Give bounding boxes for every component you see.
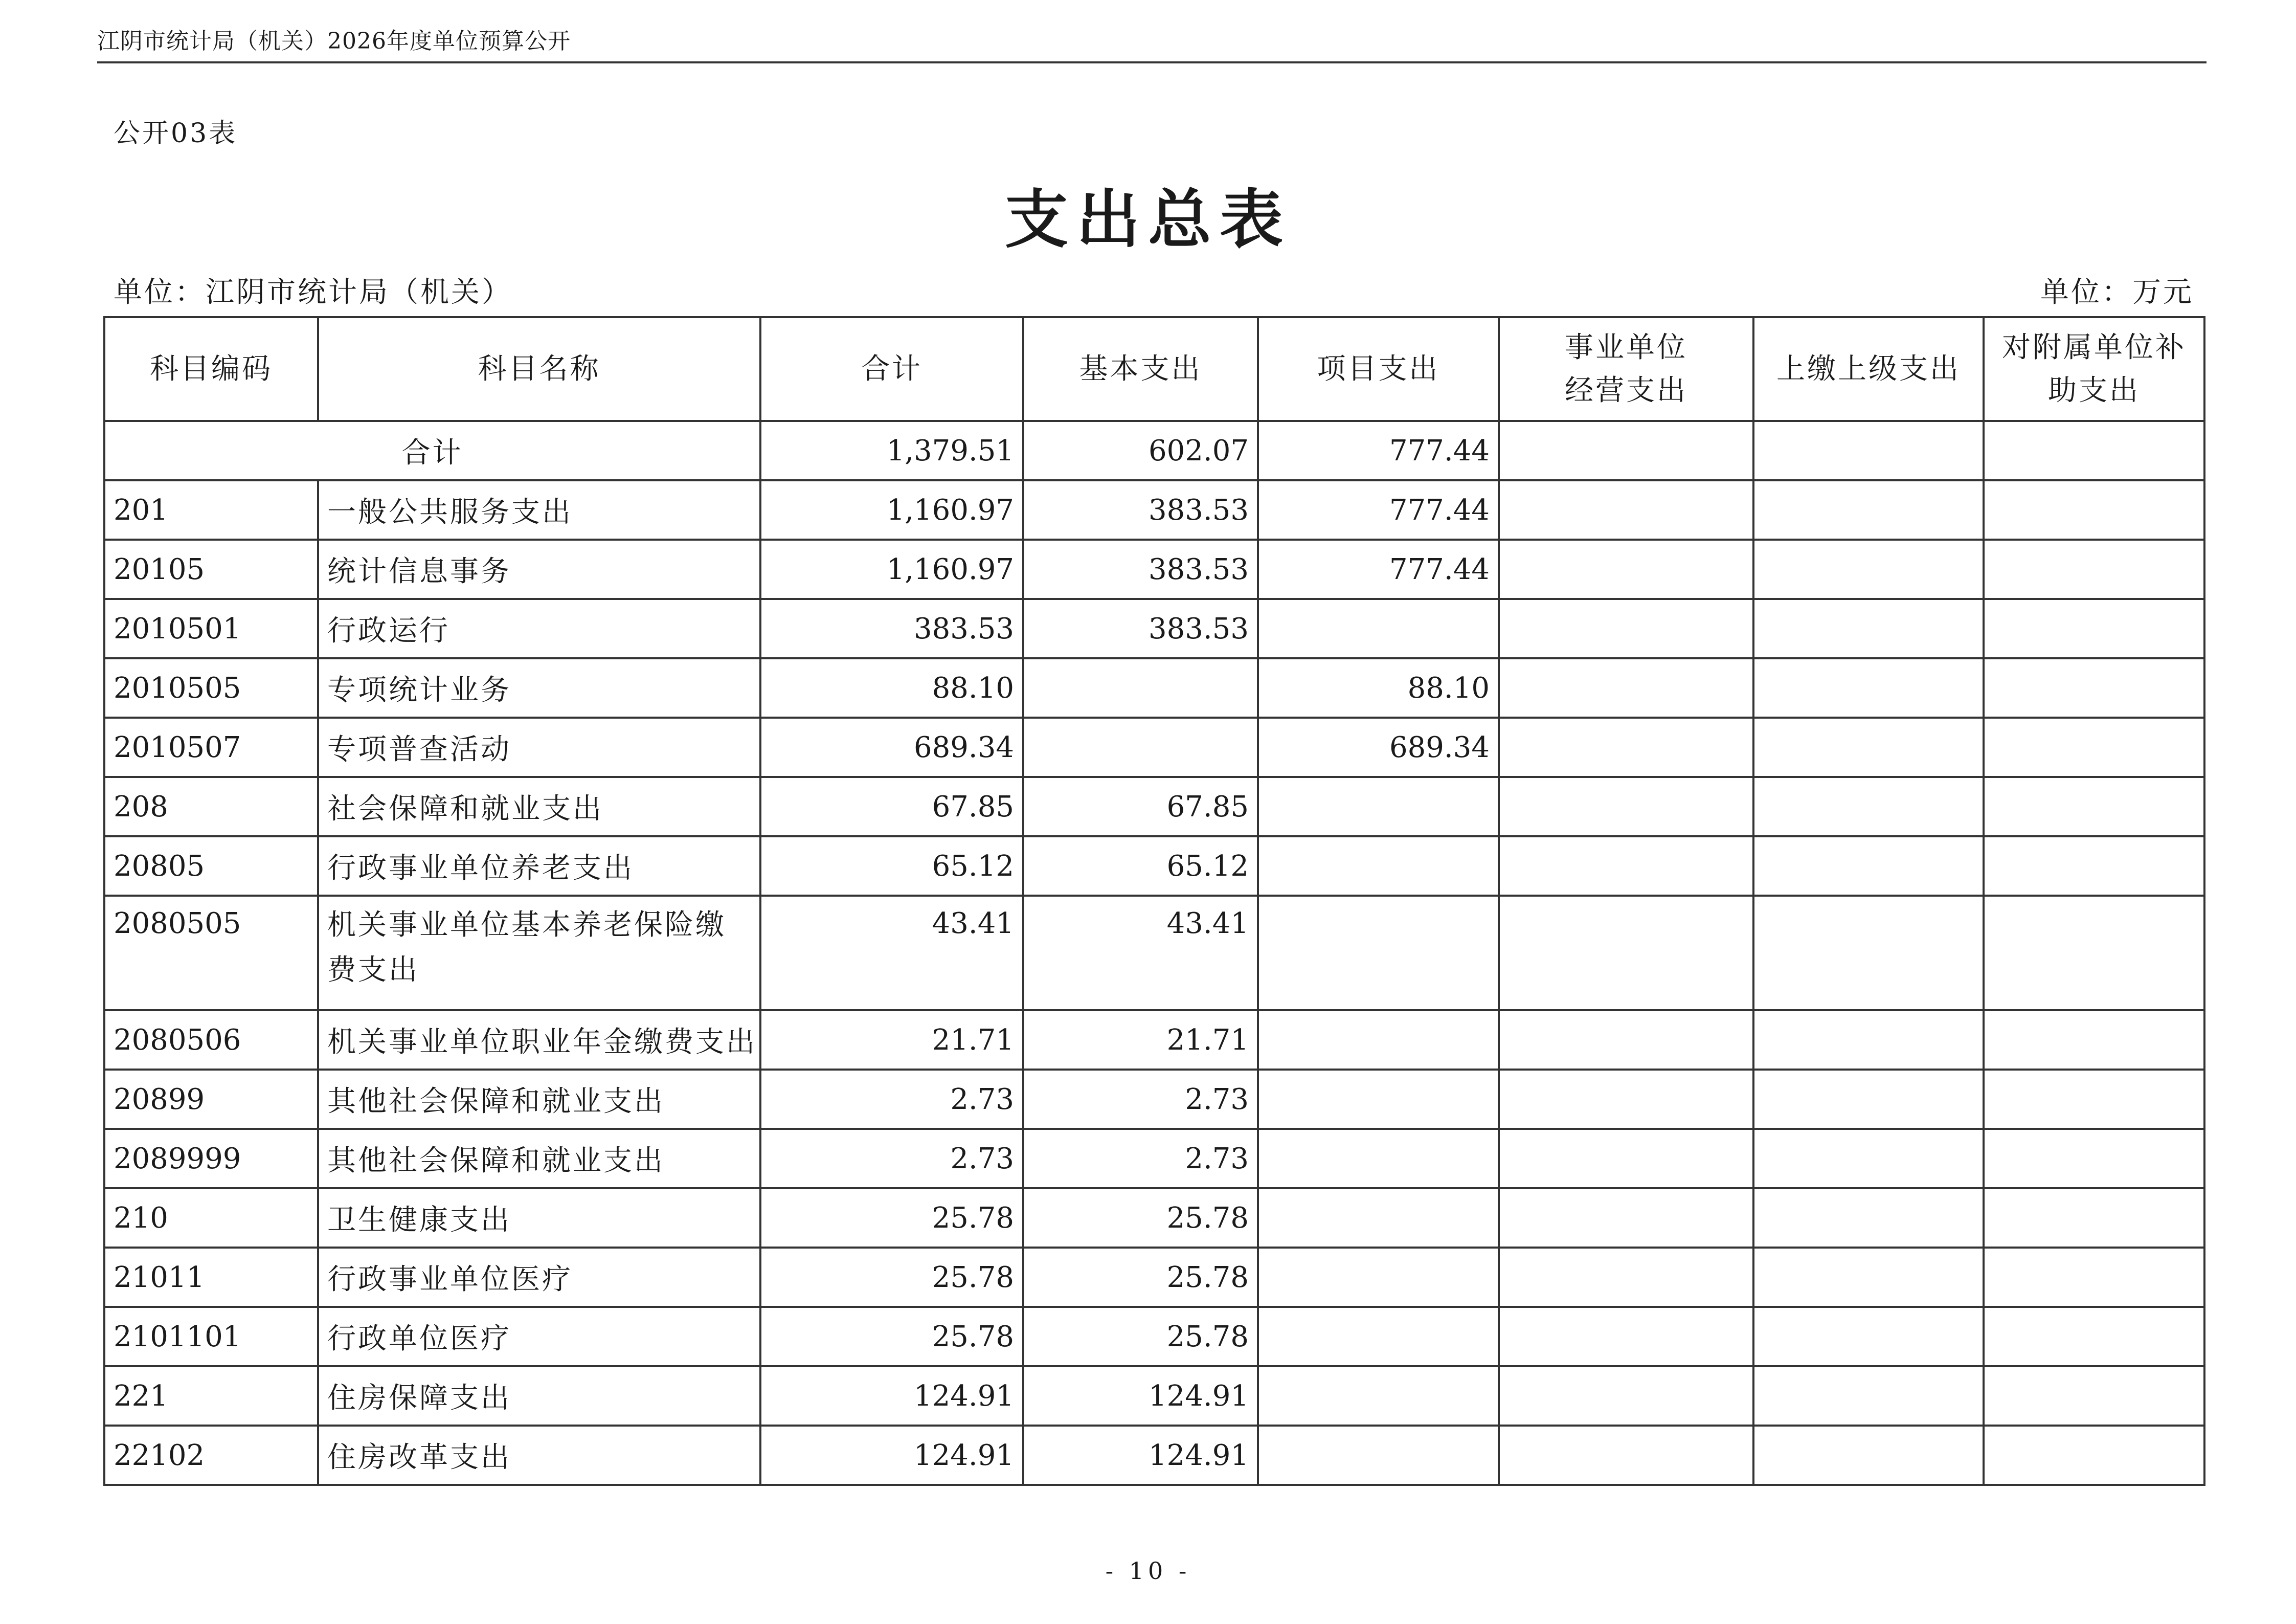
cell-project [1258, 1129, 1499, 1188]
cell-basic: 21.71 [1023, 1010, 1258, 1070]
cell-subsidy [1984, 777, 2204, 836]
cell-upper [1753, 599, 1984, 658]
running-header: 江阴市统计局（机关）2026年度单位预算公开 [97, 28, 571, 54]
header-total: 合计 [760, 317, 1023, 421]
page-number: - 10 - [1105, 1557, 1191, 1585]
cell-operating [1499, 1070, 1753, 1129]
cell-total: 2.73 [760, 1070, 1023, 1129]
cell-operating [1499, 480, 1753, 540]
cell-total: 21.71 [760, 1010, 1023, 1070]
cell-project: 777.44 [1258, 540, 1499, 599]
table-row [104, 896, 2204, 1010]
cell-total: 2.73 [760, 1129, 1023, 1188]
cell-code: 201 [104, 480, 318, 540]
table-row [104, 1129, 2204, 1188]
cell-project [1258, 1426, 1499, 1485]
cell-code: 2089999 [104, 1129, 318, 1188]
cell-name: 住房改革支出 [318, 1426, 760, 1485]
cell-subsidy [1984, 599, 2204, 658]
cell-total: 689.34 [760, 718, 1023, 777]
header-upper: 上缴上级支出 [1753, 317, 1984, 421]
cell-subsidy [1984, 658, 2204, 718]
cell-upper [1753, 718, 1984, 777]
cell-code: 22102 [104, 1426, 318, 1485]
header-code: 科目编码 [104, 317, 318, 421]
total-label: 合计 [104, 421, 760, 480]
unit-organization: 单位：江阴市统计局（机关） [114, 276, 512, 309]
cell-upper [1753, 896, 1984, 1010]
cell-name: 行政运行 [318, 599, 760, 658]
cell-project [1258, 1248, 1499, 1307]
cell-basic: 25.78 [1023, 1248, 1258, 1307]
cell-project [1258, 836, 1499, 896]
table-row [104, 480, 2204, 540]
cell-total: 25.78 [760, 1307, 1023, 1366]
cell-name: 其他社会保障和就业支出 [318, 1070, 760, 1129]
cell-total: 67.85 [760, 777, 1023, 836]
cell-name: 机关事业单位职业年金缴费支出 [318, 1010, 760, 1070]
table-row [104, 1307, 2204, 1366]
cell-upper [1753, 1129, 1984, 1188]
header-name: 科目名称 [318, 317, 760, 421]
cell-total: 124.91 [760, 1426, 1023, 1485]
header-row [104, 317, 2204, 421]
cell-subsidy [1984, 1188, 2204, 1248]
cell-code: 208 [104, 777, 318, 836]
header-rule [97, 61, 2207, 63]
cell-code: 2080506 [104, 1010, 318, 1070]
table-row [104, 1426, 2204, 1485]
cell-code: 20105 [104, 540, 318, 599]
total-project: 777.44 [1258, 421, 1499, 480]
cell-subsidy [1984, 896, 2204, 1010]
table-row [104, 836, 2204, 896]
cell-subsidy [1984, 718, 2204, 777]
cell-total: 65.12 [760, 836, 1023, 896]
cell-subsidy [1984, 480, 2204, 540]
cell-upper [1753, 1188, 1984, 1248]
table-row [104, 1070, 2204, 1129]
cell-project: 777.44 [1258, 480, 1499, 540]
expenditure-table [103, 316, 2205, 1486]
cell-subsidy [1984, 1129, 2204, 1188]
cell-operating [1499, 540, 1753, 599]
unit-currency: 单位：万元 [2040, 276, 2194, 309]
cell-operating [1499, 1366, 1753, 1426]
cell-name: 统计信息事务 [318, 540, 760, 599]
cell-subsidy [1984, 1426, 2204, 1485]
table-row [104, 777, 2204, 836]
cell-project [1258, 1070, 1499, 1129]
cell-code: 21011 [104, 1248, 318, 1307]
cell-upper [1753, 1366, 1984, 1426]
cell-total: 383.53 [760, 599, 1023, 658]
total-basic: 602.07 [1023, 421, 1258, 480]
cell-project [1258, 1307, 1499, 1366]
cell-code: 2101101 [104, 1307, 318, 1366]
table-row [104, 658, 2204, 718]
cell-code: 20899 [104, 1070, 318, 1129]
cell-basic [1023, 658, 1258, 718]
cell-basic: 67.85 [1023, 777, 1258, 836]
cell-basic: 124.91 [1023, 1426, 1258, 1485]
cell-subsidy [1984, 1366, 2204, 1426]
cell-name: 行政事业单位医疗 [318, 1248, 760, 1307]
cell-upper [1753, 777, 1984, 836]
cell-total: 88.10 [760, 658, 1023, 718]
cell-subsidy [1984, 540, 2204, 599]
cell-total: 43.41 [760, 896, 1023, 1010]
cell-basic: 2.73 [1023, 1070, 1258, 1129]
cell-operating [1499, 896, 1753, 1010]
cell-name: 行政单位医疗 [318, 1307, 760, 1366]
cell-code: 2010505 [104, 658, 318, 718]
cell-upper [1753, 1070, 1984, 1129]
table-row [104, 599, 2204, 658]
cell-project [1258, 777, 1499, 836]
cell-basic: 25.78 [1023, 1307, 1258, 1366]
cell-name: 住房保障支出 [318, 1366, 760, 1426]
cell-basic: 383.53 [1023, 599, 1258, 658]
cell-basic: 124.91 [1023, 1366, 1258, 1426]
cell-upper [1753, 1307, 1984, 1366]
cell-upper [1753, 658, 1984, 718]
cell-basic [1023, 718, 1258, 777]
cell-project [1258, 599, 1499, 658]
cell-subsidy [1984, 1010, 2204, 1070]
cell-project [1258, 1366, 1499, 1426]
cell-subsidy [1984, 1070, 2204, 1129]
cell-code: 2010501 [104, 599, 318, 658]
header-basic: 基本支出 [1023, 317, 1258, 421]
total-upper [1753, 421, 1984, 480]
cell-name: 机关事业单位基本养老保险缴费支出 [318, 896, 760, 1010]
table-number: 公开03表 [114, 118, 238, 149]
cell-total: 1,160.97 [760, 540, 1023, 599]
cell-basic: 25.78 [1023, 1188, 1258, 1248]
cell-basic: 65.12 [1023, 836, 1258, 896]
total-subsidy [1984, 421, 2204, 480]
cell-upper [1753, 1248, 1984, 1307]
cell-name: 一般公共服务支出 [318, 480, 760, 540]
cell-operating [1499, 1010, 1753, 1070]
cell-code: 2080505 [104, 896, 318, 1010]
table-row [104, 1366, 2204, 1426]
cell-upper [1753, 836, 1984, 896]
cell-basic: 383.53 [1023, 540, 1258, 599]
cell-basic: 2.73 [1023, 1129, 1258, 1188]
cell-operating [1499, 1188, 1753, 1248]
table-row [104, 1188, 2204, 1248]
cell-operating [1499, 658, 1753, 718]
cell-upper [1753, 1010, 1984, 1070]
cell-name: 专项普查活动 [318, 718, 760, 777]
total-row [104, 421, 2204, 480]
cell-name: 专项统计业务 [318, 658, 760, 718]
cell-operating [1499, 718, 1753, 777]
cell-operating [1499, 836, 1753, 896]
cell-code: 20805 [104, 836, 318, 896]
total-total: 1,379.51 [760, 421, 1023, 480]
table-row [104, 540, 2204, 599]
header-project: 项目支出 [1258, 317, 1499, 421]
cell-operating [1499, 1426, 1753, 1485]
cell-project: 689.34 [1258, 718, 1499, 777]
cell-code: 210 [104, 1188, 318, 1248]
header-operating: 事业单位 经营支出 [1499, 317, 1753, 421]
cell-name: 行政事业单位养老支出 [318, 836, 760, 896]
table-row [104, 1010, 2204, 1070]
cell-total: 1,160.97 [760, 480, 1023, 540]
cell-subsidy [1984, 836, 2204, 896]
cell-upper [1753, 540, 1984, 599]
table-row [104, 1248, 2204, 1307]
table-row [104, 718, 2204, 777]
cell-project: 88.10 [1258, 658, 1499, 718]
cell-name: 卫生健康支出 [318, 1188, 760, 1248]
cell-project [1258, 1010, 1499, 1070]
cell-subsidy [1984, 1248, 2204, 1307]
cell-upper [1753, 1426, 1984, 1485]
cell-name: 社会保障和就业支出 [318, 777, 760, 836]
cell-basic: 383.53 [1023, 480, 1258, 540]
cell-operating [1499, 1248, 1753, 1307]
cell-total: 25.78 [760, 1188, 1023, 1248]
cell-operating [1499, 777, 1753, 836]
page-title: 支出总表 [1004, 183, 1291, 257]
cell-upper [1753, 480, 1984, 540]
cell-name: 其他社会保障和就业支出 [318, 1129, 760, 1188]
cell-total: 124.91 [760, 1366, 1023, 1426]
cell-code: 2010507 [104, 718, 318, 777]
cell-project [1258, 896, 1499, 1010]
cell-subsidy [1984, 1307, 2204, 1366]
cell-operating [1499, 599, 1753, 658]
cell-code: 221 [104, 1366, 318, 1426]
header-subsidy: 对附属单位补 助支出 [1984, 317, 2204, 421]
cell-operating [1499, 1307, 1753, 1366]
total-operating [1499, 421, 1753, 480]
cell-operating [1499, 1129, 1753, 1188]
cell-total: 25.78 [760, 1248, 1023, 1307]
cell-basic: 43.41 [1023, 896, 1258, 1010]
cell-project [1258, 1188, 1499, 1248]
